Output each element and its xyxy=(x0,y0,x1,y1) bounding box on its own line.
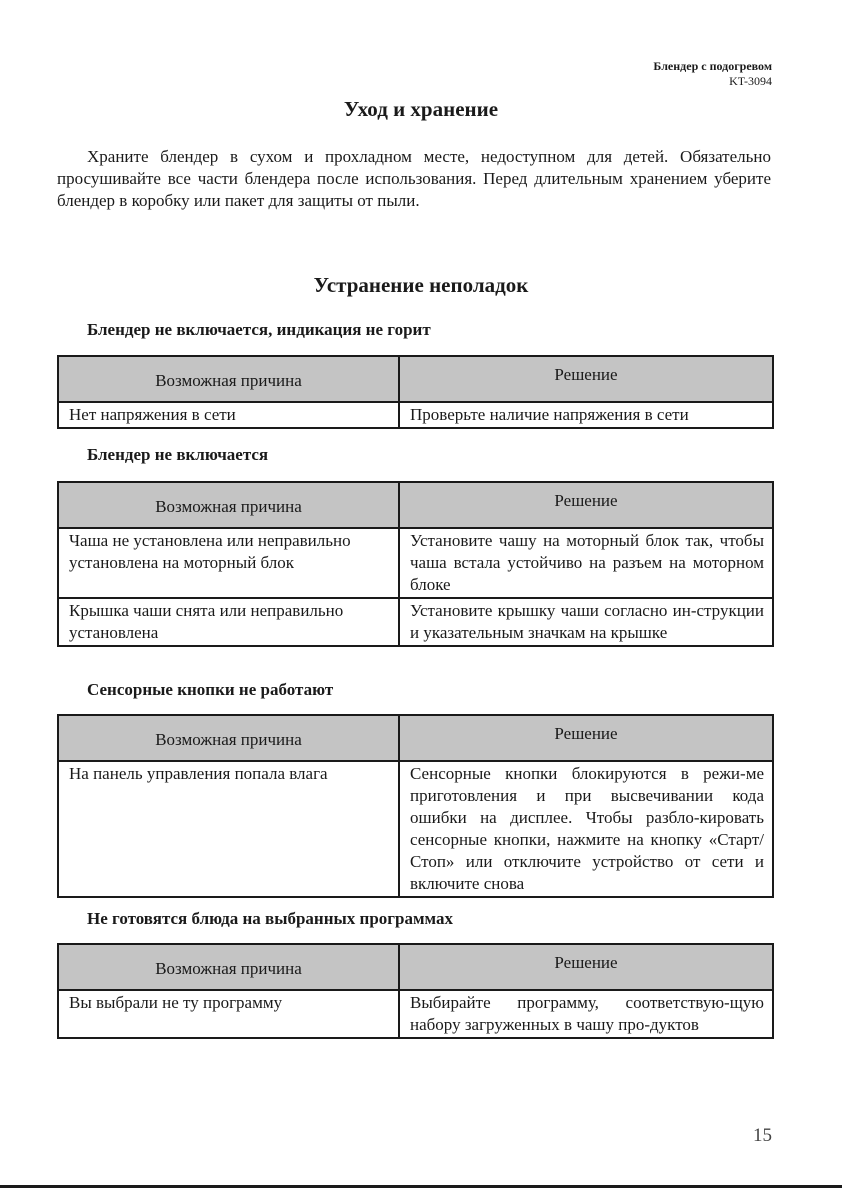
solution-cell: Установите чашу на моторный блок так, чтобы чаша встала устойчиво на разъем на моторном блоке xyxy=(399,528,773,598)
table-row xyxy=(58,402,773,428)
cause-cell: Вы выбрали не ту программу xyxy=(58,990,399,1038)
table-header-row xyxy=(58,715,773,761)
care-paragraph: Храните блендер в сухом и прохладном месте, недоступном для детей. Обязательно просушивайте все части блендера после использования. Перед длительным хранением уберите блендер в коробку или пакет для защиты от пыли. xyxy=(57,147,771,210)
page-bottom-rule xyxy=(0,1185,842,1188)
column-header-cause: Возможная причина xyxy=(58,715,399,761)
troubleshooting-table xyxy=(57,943,774,1039)
table-row xyxy=(58,990,773,1038)
column-header-solution: Решение xyxy=(399,944,773,990)
column-header-solution: Решение xyxy=(399,715,773,761)
solution-cell: Сенсорные кнопки блокируются в режи-ме приготовления и при высвечивании кода ошибки на дисплее. Чтобы разбло-кировать сенсорные кнопки, нажмите на кнопку «Старт/Стоп» или отключите устройство от сети и включите снова xyxy=(399,761,773,897)
troubleshooting-table xyxy=(57,355,774,429)
column-header-solution: Решение xyxy=(399,356,773,402)
table-header-row xyxy=(58,356,773,402)
cause-cell: Крышка чаши снята или неправильно установлена xyxy=(58,598,399,646)
section-heading: Не готовятся блюда на выбранных программах xyxy=(87,909,454,928)
column-header-cause: Возможная причина xyxy=(58,356,399,402)
section-heading: Блендер не включается, индикация не горит xyxy=(87,320,431,339)
solution-cell: Установите крышку чаши согласно ин-струкции и указательным значкам на крышке xyxy=(399,598,773,646)
table-header-row xyxy=(58,944,773,990)
running-header xyxy=(653,59,772,89)
troubleshooting-table xyxy=(57,714,774,898)
care-title: Уход и хранение xyxy=(343,97,499,121)
cause-cell: На панель управления попала влага xyxy=(58,761,399,897)
section-heading: Блендер не включается xyxy=(87,445,269,464)
model-number: KT-3094 xyxy=(729,74,772,88)
troubleshooting-table xyxy=(57,481,774,647)
troubleshooting-title: Устранение неполадок xyxy=(313,273,529,297)
column-header-cause: Возможная причина xyxy=(58,482,399,528)
product-name: Блендер с подогревом xyxy=(653,59,772,73)
cause-cell: Нет напряжения в сети xyxy=(58,402,399,428)
table-header-row xyxy=(58,482,773,528)
table-row xyxy=(58,598,773,646)
column-header-solution: Решение xyxy=(399,482,773,528)
table-row xyxy=(58,528,773,598)
cause-cell: Чаша не установлена или неправильно установлена на моторный блок xyxy=(58,528,399,598)
page-number: 15 xyxy=(753,1125,772,1146)
solution-cell: Проверьте наличие напряжения в сети xyxy=(399,402,773,428)
solution-cell: Выбирайте программу, соответствую-щую набору загруженных в чашу про-дуктов xyxy=(399,990,773,1038)
column-header-cause: Возможная причина xyxy=(58,944,399,990)
section-heading: Сенсорные кнопки не работают xyxy=(87,680,334,699)
table-row xyxy=(58,761,773,897)
